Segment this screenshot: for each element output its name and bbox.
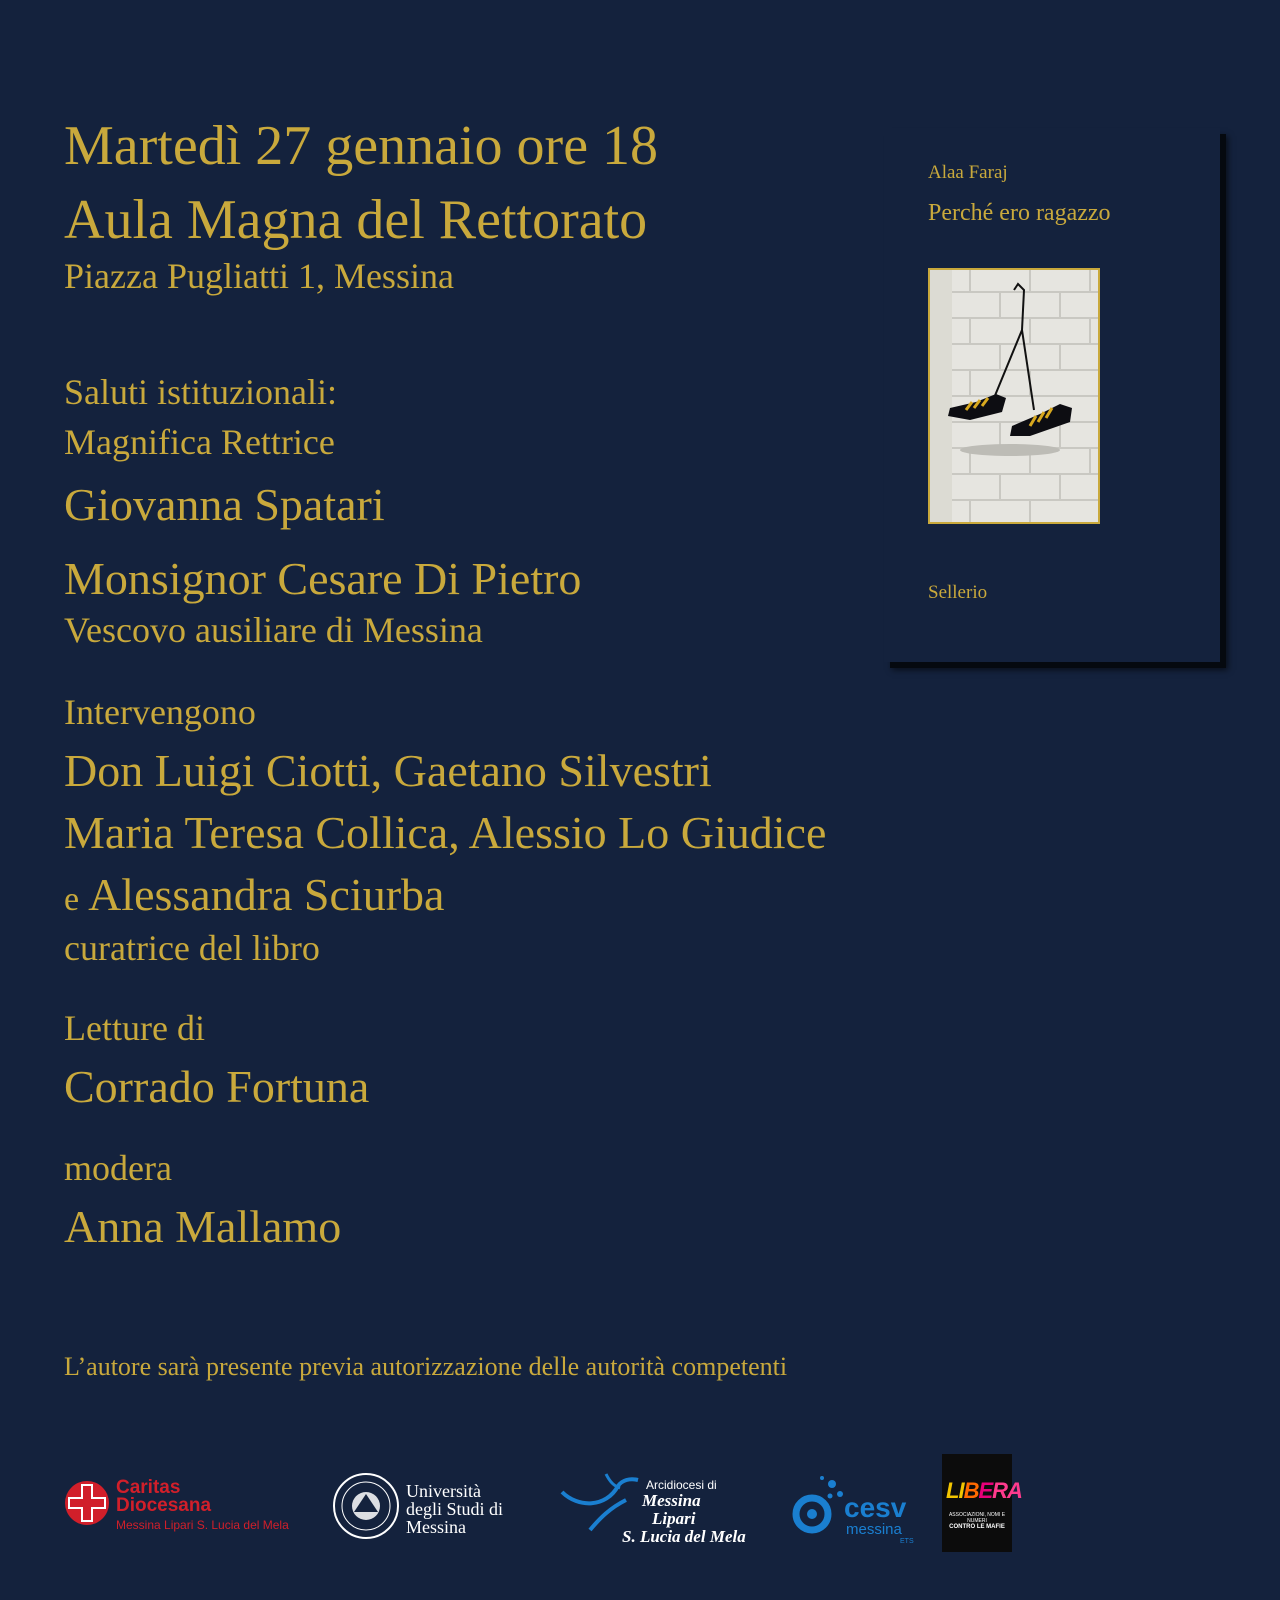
interventi-line-2: Maria Teresa Collica, Alessio Lo Giudice bbox=[64, 807, 827, 858]
university-seal-icon bbox=[332, 1472, 400, 1540]
cesv-line-2: messina bbox=[846, 1521, 902, 1538]
libera-line-1: ASSOCIAZIONI, NOMI E NUMERI bbox=[948, 1512, 1006, 1524]
interventi-conjunction: e bbox=[64, 881, 80, 918]
libera-subtitle bbox=[942, 1512, 1012, 1530]
saluti-name-di-pietro: Monsignor Cesare Di Pietro bbox=[64, 553, 582, 604]
arcidiocesi-line-3: S. Lucia del Mela bbox=[622, 1527, 746, 1546]
modera-heading: modera bbox=[64, 1148, 172, 1188]
arcidiocesi-logo bbox=[560, 1456, 770, 1556]
book-cover-illustration bbox=[928, 268, 1100, 524]
cesv-line-3: ETS bbox=[900, 1538, 914, 1545]
interventi-heading: Intervengono bbox=[64, 692, 256, 732]
letture-name: Corrado Fortuna bbox=[64, 1061, 370, 1112]
book-cover bbox=[884, 128, 1220, 662]
cesv-line-1: cesv bbox=[844, 1492, 907, 1523]
modera-name: Anna Mallamo bbox=[64, 1201, 342, 1252]
libera-word: LIBERA bbox=[946, 1478, 1022, 1503]
caritas-line-1: Caritas bbox=[116, 1477, 181, 1498]
unime-line-2: degli Studi di bbox=[406, 1499, 504, 1519]
saluti-role-rettrice: Magnifica Rettrice bbox=[64, 422, 335, 462]
unime-logo bbox=[332, 1456, 542, 1556]
event-date-time: Martedì 27 gennaio ore 18 bbox=[64, 115, 659, 177]
saluti-name-spatari: Giovanna Spatari bbox=[64, 479, 385, 530]
interventi-name-sciurba: Alessandra Sciurba bbox=[88, 869, 445, 920]
interventi-line-1: Don Luigi Ciotti, Gaetano Silvestri bbox=[64, 745, 712, 796]
unime-line-1: Università bbox=[406, 1481, 481, 1501]
author-note: L’autore sarà presente previa autorizzazione delle autorità competenti bbox=[64, 1352, 788, 1381]
cesv-mark-icon bbox=[790, 1474, 846, 1538]
caritas-cross-icon bbox=[64, 1480, 110, 1526]
libera-logo bbox=[942, 1454, 1022, 1552]
unime-text bbox=[406, 1482, 503, 1536]
interventi-line-3 bbox=[64, 869, 445, 920]
caritas-logo bbox=[64, 1478, 304, 1538]
caritas-line-3: Messina Lipari S. Lucia del Mela bbox=[116, 1518, 289, 1532]
event-address: Piazza Pugliatti 1, Messina bbox=[64, 256, 454, 296]
libera-line-2: CONTRO LE MAFIE bbox=[949, 1524, 1005, 1530]
letture-heading: Letture di bbox=[64, 1008, 205, 1048]
cesv-logo bbox=[790, 1456, 920, 1556]
arcidiocesi-line-0: Arcidiocesi di bbox=[646, 1478, 717, 1492]
saluti-role-vescovo: Vescovo ausiliare di Messina bbox=[64, 610, 483, 650]
sponsor-logos bbox=[64, 1456, 1214, 1556]
interventi-role-curatrice: curatrice del libro bbox=[64, 928, 320, 968]
book-publisher: Sellerio bbox=[928, 582, 988, 603]
arcidiocesi-line-1: Messina bbox=[642, 1491, 701, 1510]
unime-line-3: Messina bbox=[406, 1517, 466, 1537]
saluti-heading: Saluti istituzionali: bbox=[64, 372, 337, 412]
arcidiocesi-line-2: Lipari bbox=[652, 1509, 696, 1528]
book-title: Perché ero ragazzo bbox=[928, 200, 1111, 226]
caritas-line-2: Diocesana bbox=[116, 1495, 212, 1516]
event-venue: Aula Magna del Rettorato bbox=[64, 189, 648, 251]
book-author: Alaa Faraj bbox=[928, 162, 1008, 183]
